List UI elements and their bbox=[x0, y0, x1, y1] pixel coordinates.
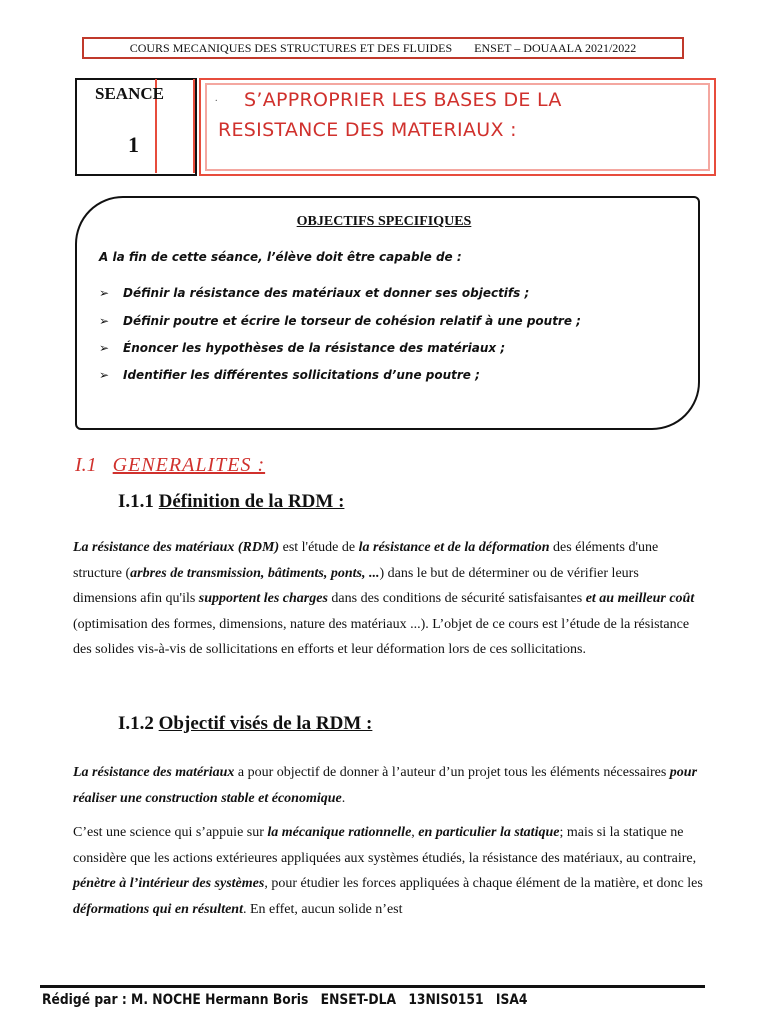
lesson-title-line2: RESISTANCE DES MATERIAUX : bbox=[218, 119, 517, 141]
title-dot: . bbox=[215, 93, 218, 104]
header-banner bbox=[82, 37, 684, 59]
arrow-bullet-icon: ➢ bbox=[99, 286, 110, 300]
arrow-bullet-icon: ➢ bbox=[99, 368, 110, 382]
course-title: COURS MECANIQUES DES STRUCTURES ET DES FLUIDES bbox=[129, 41, 453, 55]
section-title: GENERALITES : bbox=[112, 454, 266, 476]
objectives-box bbox=[75, 196, 700, 430]
footer-school: ENSET-DLA bbox=[320, 992, 397, 1008]
section-number: I.1 bbox=[75, 454, 97, 476]
objective-item: ➢ Définir la résistance des matériaux et donner ses objectifs ; bbox=[99, 286, 530, 300]
footer bbox=[42, 992, 527, 1008]
subsection-heading bbox=[118, 713, 372, 735]
objectives-heading: OBJECTIFS SPECIFIQUES bbox=[296, 214, 472, 229]
objective-item: ➢ Énoncer les hypothèses de la résistance des matériaux ; bbox=[99, 341, 506, 355]
lesson-title-line1: S’APPROPRIER LES BASES DE LA bbox=[244, 89, 562, 111]
arrow-bullet-icon: ➢ bbox=[99, 341, 110, 355]
arrow-bullet-icon: ➢ bbox=[99, 314, 110, 328]
section-heading bbox=[75, 454, 265, 477]
paragraph-objective: La résistance des matériaux a pour objectif de donner à l’auteur d’un projet tous les éléments nécessaires pour réaliser une construction stable et économique. bbox=[73, 765, 698, 806]
subsection-heading bbox=[118, 491, 344, 513]
subsection-number: I.1.1 bbox=[118, 491, 154, 512]
footer-class: ISA4 bbox=[495, 992, 528, 1008]
seance-label: SEANCE bbox=[95, 84, 164, 103]
paragraph-definition: La résistance des matériaux (RDM) est l'étude de la résistance et de la déformation des éléments d'une structure (arbres de transmission, bâtiments, ponts, ...) dans le but de déterminer ou de vérifier leurs dimensions afin qu'ils supportent les charges dans des conditions de sécurité satisfaisantes et au meilleur coût (optimisation des formes, dimensions, nature des matériaux ...). L’objet de ce cours est l’étude de la résistance des solides vis-à-vis de sollicitations en efforts et leur déformation lors de ces sollicitations. bbox=[73, 540, 695, 657]
subsection-title: Définition de la RDM : bbox=[158, 491, 345, 512]
seance-number: 1 bbox=[128, 132, 139, 157]
paragraph-science: C’est une science qui s’appuie sur la mécanique rationnelle, en particulier la statique; mais si la statique ne considère que les actions extérieures appliquées aux systèmes étudiés, la résistance des matériaux, au contraire, pénètre à l’intérieur des systèmes, pour étudier les forces appliquées à chaque élément de la matière, et donc les déformations qui en résultent. En effet, aucun solide n’est bbox=[73, 825, 703, 917]
school-year: ENSET – DOUAALA 2021/2022 bbox=[474, 41, 637, 55]
footer-code: 13NIS0151 bbox=[408, 992, 484, 1008]
footer-author: Rédigé par : M. NOCHE Hermann Boris bbox=[42, 992, 309, 1008]
objective-item: ➢ Définir poutre et écrire le torseur de cohésion relatif à une poutre ; bbox=[99, 314, 581, 328]
objective-item: ➢ Identifier les différentes sollicitations d’une poutre ; bbox=[99, 368, 480, 382]
subsection-number: I.1.2 bbox=[118, 713, 154, 734]
subsection-title: Objectif visés de la RDM : bbox=[158, 713, 373, 734]
objectives-intro: A la fin de cette séance, l’élève doit être capable de : bbox=[99, 250, 462, 264]
footer-rule bbox=[40, 985, 705, 988]
